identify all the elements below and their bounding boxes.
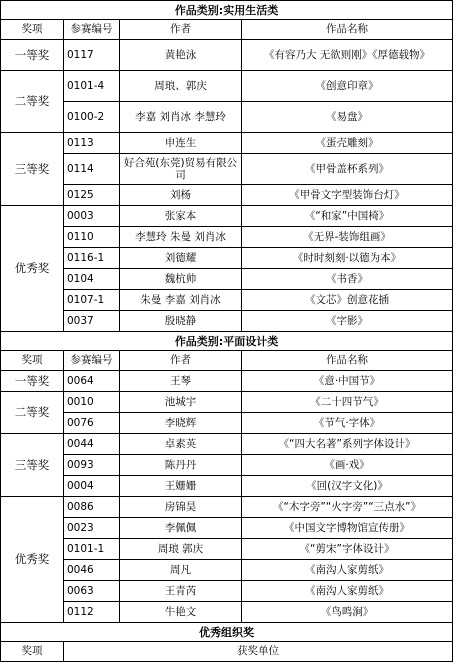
author-cell: 朱曼 李嘉 刘肖冰 [120, 290, 242, 311]
entry-id: 0116-1 [64, 248, 120, 269]
table-row [1, 392, 453, 413]
header-work: 作品名称 [242, 351, 453, 371]
entry-id: 0104 [64, 269, 120, 290]
entry-id: 0125 [64, 185, 120, 206]
entry-id: 0093 [64, 455, 120, 476]
author-cell: 魏杭帅 [120, 269, 242, 290]
work-cell: 《蛋壳雕刻》 [242, 133, 453, 154]
table-row [1, 227, 453, 248]
table-row [1, 248, 453, 269]
header-author: 作者 [120, 351, 242, 371]
table-row [1, 497, 453, 518]
work-cell: 《书香》 [242, 269, 453, 290]
table-row [1, 602, 453, 623]
author-cell: 房锦昊 [120, 497, 242, 518]
author-cell: 申连生 [120, 133, 242, 154]
work-cell: 《意·中国节》 [242, 371, 453, 392]
author-cell: 李慧玲 朱曼 刘肖冰 [120, 227, 242, 248]
work-cell: 《甲骨盖杯系列》 [242, 154, 453, 185]
entry-id: 0010 [64, 392, 120, 413]
header-award: 奖项 [1, 642, 64, 662]
table-row [1, 311, 453, 332]
table-row [1, 185, 453, 206]
author-cell: 周琅、郭庆 [120, 71, 242, 102]
header-award: 奖项 [1, 20, 64, 40]
table-row [1, 71, 453, 102]
work-cell: 《文芯》创意花插 [242, 290, 453, 311]
author-cell: 王姗姗 [120, 476, 242, 497]
work-cell: 《画·戏》 [242, 455, 453, 476]
section-title: 优秀组织奖 [1, 623, 453, 642]
author-cell: 陈丹丹 [120, 455, 242, 476]
section-title-row [1, 1, 453, 20]
header-row [1, 642, 453, 662]
author-cell: 周凡 [120, 560, 242, 581]
entry-id: 0101-4 [64, 71, 120, 102]
award-cell: 一等奖 [1, 40, 64, 71]
work-cell: 《鸟鸣涧》 [242, 602, 453, 623]
header-row [1, 351, 453, 371]
award-cell: 二等奖 [1, 392, 64, 434]
work-cell: 《时时刻刻·以德为本》 [242, 248, 453, 269]
author-cell: 牛艳文 [120, 602, 242, 623]
work-cell: 《中国文字博物馆宣传册》 [242, 518, 453, 539]
header-organization: 获奖单位 [64, 642, 453, 662]
header-work: 作品名称 [242, 20, 453, 40]
entry-id: 0110 [64, 227, 120, 248]
entry-id: 0037 [64, 311, 120, 332]
author-cell: 刘杨 [120, 185, 242, 206]
table-row [1, 290, 453, 311]
entry-id: 0023 [64, 518, 120, 539]
work-cell: 《南沟人家剪纸》 [242, 581, 453, 602]
table-row [1, 434, 453, 455]
author-cell: 黄艳泳 [120, 40, 242, 71]
section-title-row [1, 623, 453, 642]
award-cell: 优秀奖 [1, 497, 64, 623]
entry-id: 0114 [64, 154, 120, 185]
table-row [1, 269, 453, 290]
award-cell: 一等奖 [1, 371, 64, 392]
work-cell: 《易盘》 [242, 102, 453, 133]
entry-id: 0046 [64, 560, 120, 581]
header-award: 奖项 [1, 351, 64, 371]
section-title: 作品类别:平面设计类 [1, 332, 453, 351]
work-cell: 《“四大名著”系列字体设计》 [242, 434, 453, 455]
author-cell: 刘德耀 [120, 248, 242, 269]
table-row [1, 581, 453, 602]
author-cell: 李嘉 刘肖冰 李慧玲 [120, 102, 242, 133]
work-cell: 《字影》 [242, 311, 453, 332]
entry-id: 0044 [64, 434, 120, 455]
table-row [1, 371, 453, 392]
entry-id: 0107-1 [64, 290, 120, 311]
entry-id: 0101-1 [64, 539, 120, 560]
table-row [1, 518, 453, 539]
entry-id: 0112 [64, 602, 120, 623]
author-cell: 好合苑(东莞)贸易有限公司 [120, 154, 242, 185]
entry-id: 0117 [64, 40, 120, 71]
author-cell: 张家本 [120, 206, 242, 227]
work-cell: 《“和家”中国椅》 [242, 206, 453, 227]
work-cell: 《“木字旁”“火字旁”“三点水”》 [242, 497, 453, 518]
table-row [1, 102, 453, 133]
author-cell: 卓素英 [120, 434, 242, 455]
table-row [1, 413, 453, 434]
author-cell: 殷晓静 [120, 311, 242, 332]
author-cell: 周琅 郭庆 [120, 539, 242, 560]
entry-id: 0086 [64, 497, 120, 518]
table-row [1, 133, 453, 154]
work-cell: 《甲骨文字型装饰台灯》 [242, 185, 453, 206]
award-cell: 三等奖 [1, 133, 64, 206]
section-title: 作品类别:实用生活类 [1, 1, 453, 20]
work-cell: 《创意印章》 [242, 71, 453, 102]
entry-id: 0004 [64, 476, 120, 497]
header-row [1, 20, 453, 40]
entry-id: 0063 [64, 581, 120, 602]
work-cell: 《南沟人家剪纸》 [242, 560, 453, 581]
table-row [1, 539, 453, 560]
table-row [1, 455, 453, 476]
header-id: 参赛编号 [64, 20, 120, 40]
author-cell: 李佩佩 [120, 518, 242, 539]
header-id: 参赛编号 [64, 351, 120, 371]
award-cell: 三等奖 [1, 434, 64, 497]
section-title-row [1, 332, 453, 351]
table-row [1, 206, 453, 227]
author-cell: 王琴 [120, 371, 242, 392]
work-cell: 《无界-装饰组画》 [242, 227, 453, 248]
table-row [1, 560, 453, 581]
author-cell: 李晓辉 [120, 413, 242, 434]
table-row [1, 40, 453, 71]
work-cell: 《“剪宋”字体设计》 [242, 539, 453, 560]
entry-id: 0064 [64, 371, 120, 392]
entry-id: 0100-2 [64, 102, 120, 133]
work-cell: 《节气·字体》 [242, 413, 453, 434]
entry-id: 0003 [64, 206, 120, 227]
header-author: 作者 [120, 20, 242, 40]
author-cell: 王青芮 [120, 581, 242, 602]
award-cell: 优秀奖 [1, 206, 64, 332]
work-cell: 《有容乃大 无欲则刚》《厚德载物》 [242, 40, 453, 71]
work-cell: 《二十四节气》 [242, 392, 453, 413]
entry-id: 0076 [64, 413, 120, 434]
award-cell: 二等奖 [1, 71, 64, 133]
entry-id: 0113 [64, 133, 120, 154]
work-cell: 《回(汉字文化)》 [242, 476, 453, 497]
table-row [1, 154, 453, 185]
author-cell: 池城宇 [120, 392, 242, 413]
table-row [1, 476, 453, 497]
